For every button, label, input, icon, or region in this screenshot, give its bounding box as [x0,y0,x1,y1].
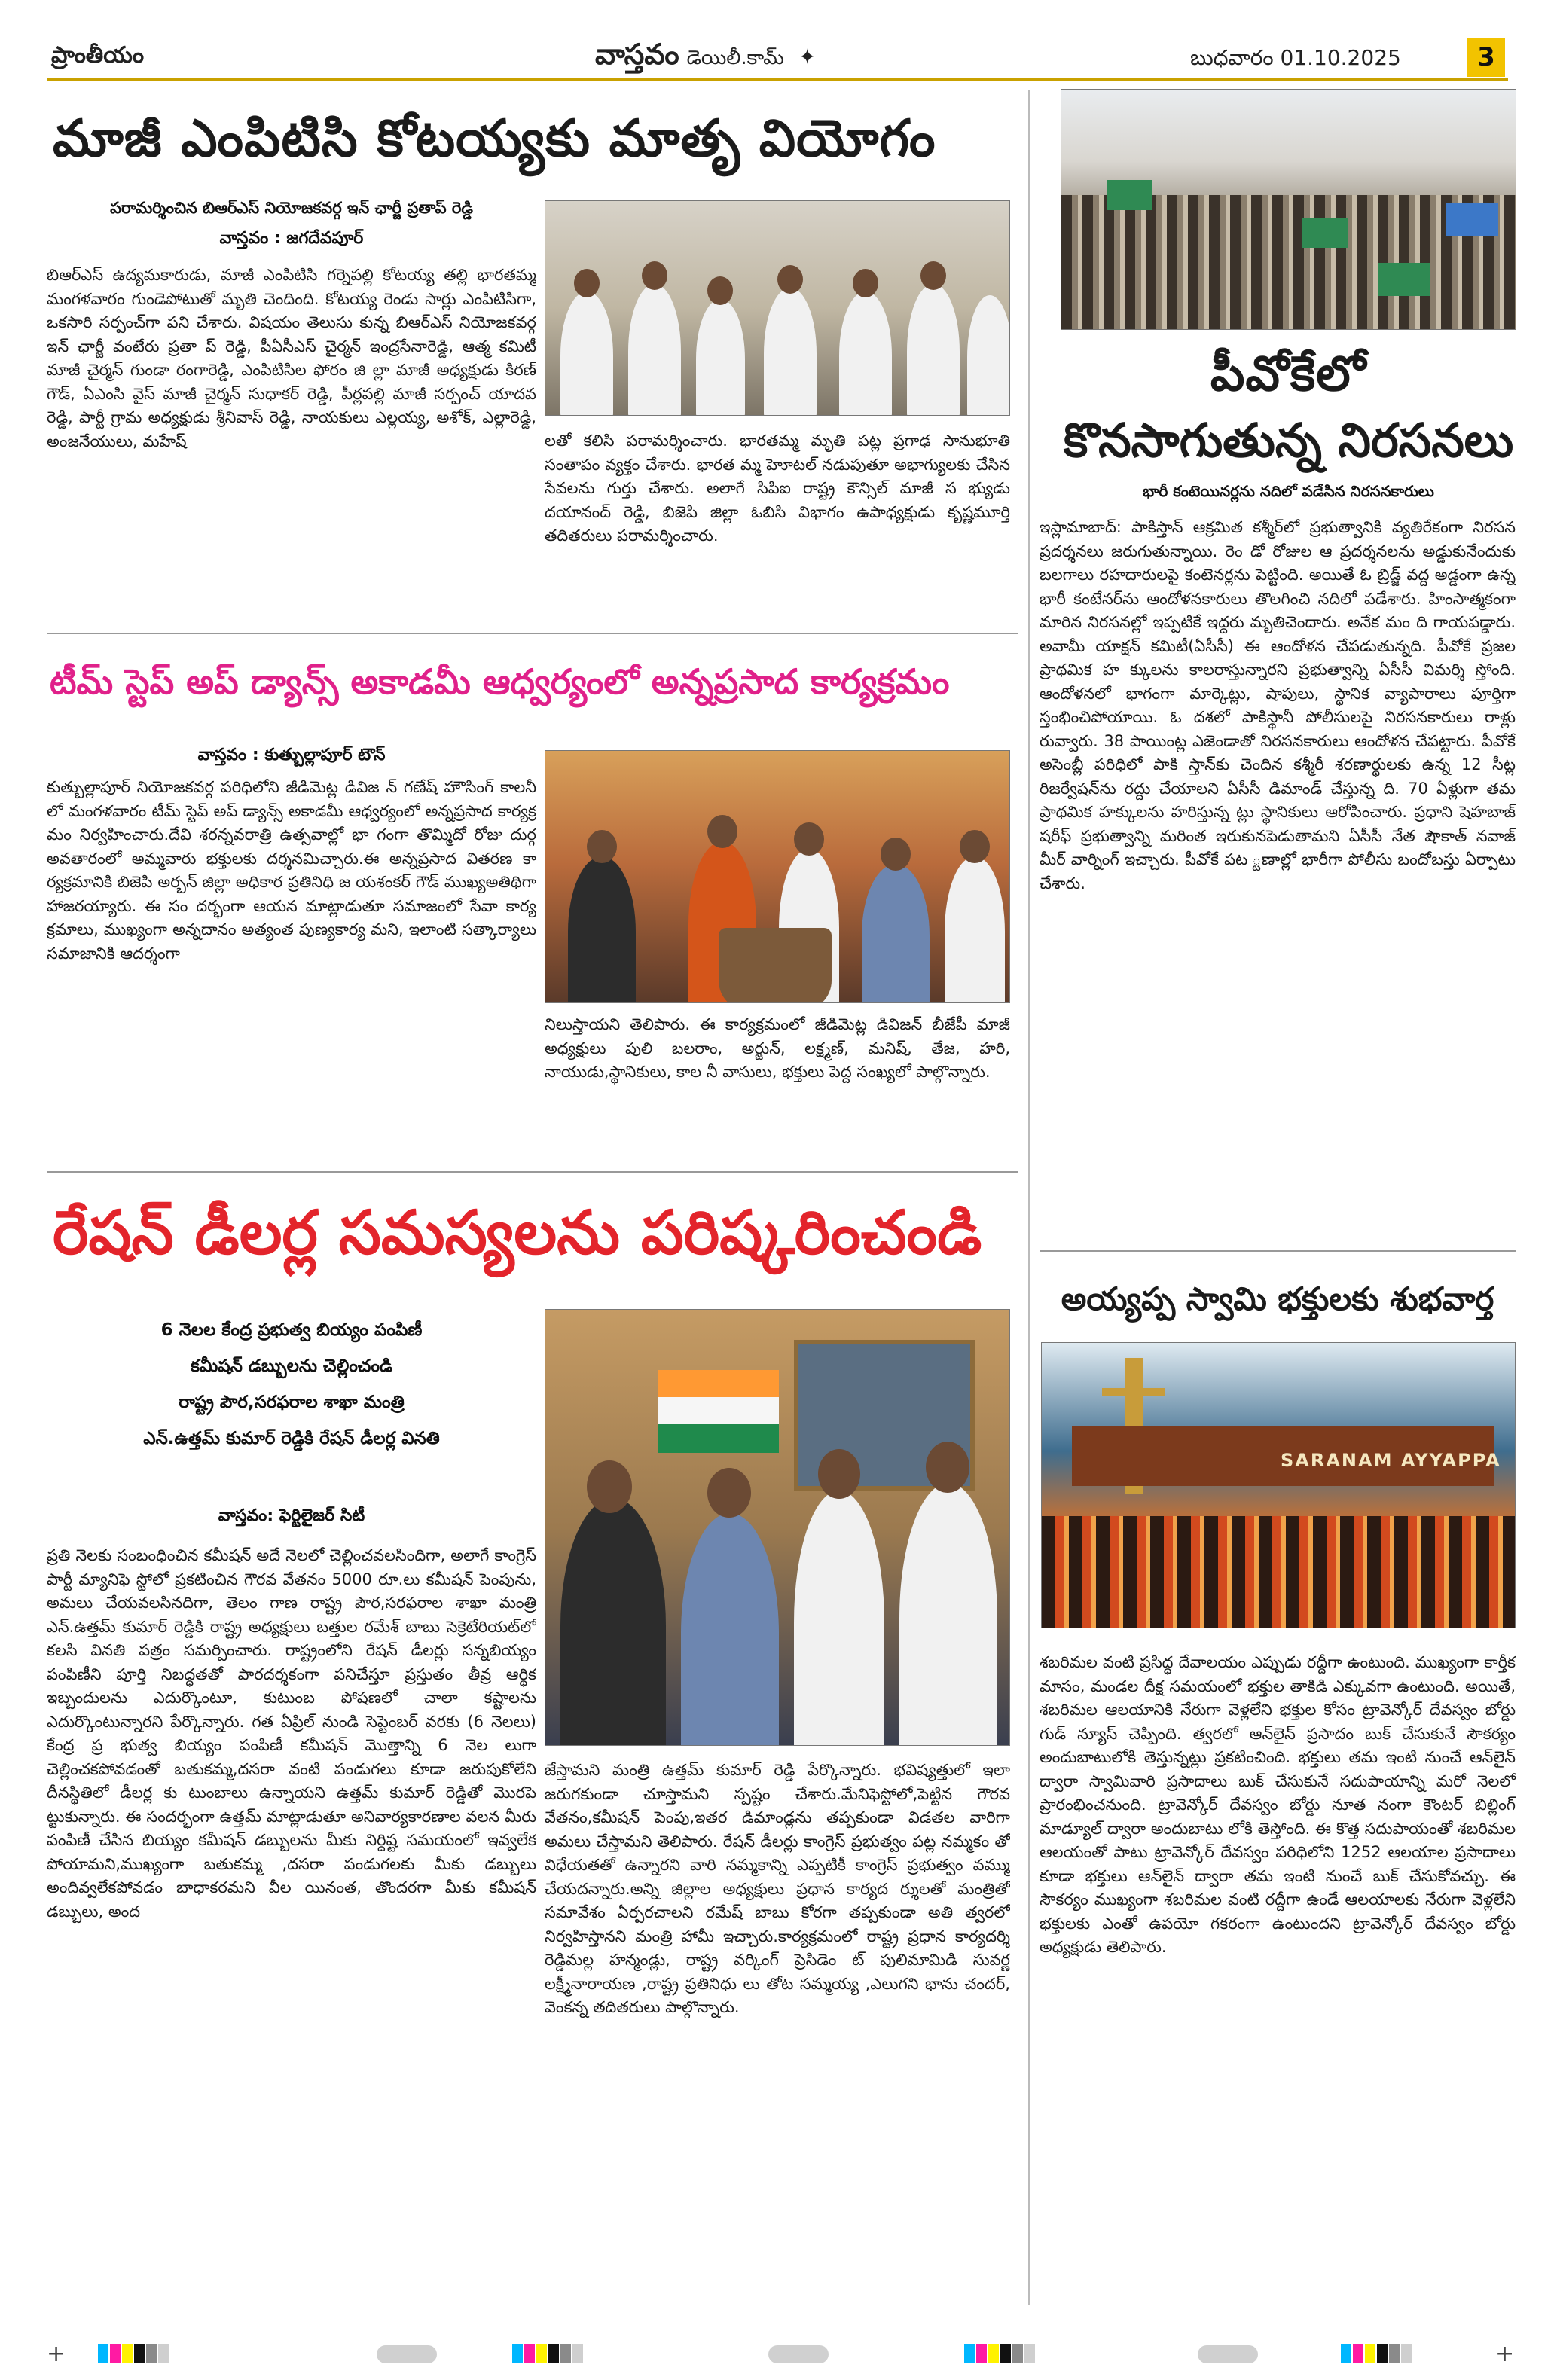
story3-photo [545,1309,1010,1746]
story1-col2: లతో కలిసి పరామర్శించారు. భారతమ్మ మృతి పట్ల ప్రగాఢ సానుభూతి సంతాపం వ్యక్తం చేశారు. భారత మ్మ హెూటల్ నడుపుతూ అభాగ్యులకు చేసిన సేవలను గుర్తు చేశారు. అలాగే సిపిఐ రాష్ట్ర కౌన్సిల్ మాజీ స భ్యుడు దయానంద్ రెడ్డి, బిజెపి జిల్లా ఓబిసి విభాగం ఉపాధ్యక్షుడు కృష్ణమూర్తి తదితరులు పరామర్శించారు. [545,432,1010,545]
brand-suffix: డెయిలీ.కామ్ [686,47,784,69]
color-bar-1 [98,2344,170,2366]
story3-subheads [47,1312,536,1457]
story4-body: ఇస్లామాబాద్: పాకిస్తాన్ ఆక్రమిత కశ్మీర్‌లో ప్రభుత్వానికి వ్యతిరేకంగా నిరసన ప్రదర్శనలు జరుగుతున్నాయి. రెం డో రోజుల ఆ ప్రదర్శనలను అడ్డుకునేందుకు బలగాలు రహదారులపై కంటెనర్లను పెట్టింది. అయితే ఓ బ్రిడ్జ్ వద్ద అడ్డంగా ఉన్న భారీ కంటేనర్‌ను ఆందోళనకారులు తొలగించి నదిలో పడేశారు. హింసాత్మకంగా మారిన నిరసనల్లో ఇప్పటికే ఇద్దరు మృతిచెందారు. అనేక మం ది గాయపడ్డారు. అవామీ యాక్షన్ కమిటీ(ఏసీసీ) ఈ ఆందోళన చేపడుతున్నది. పీవోకే ప్రజల ప్రాథమిక హ క్కులను కాలరాస్తున్నారని ప్రభుత్వాన్ని ఏసీసీ విమర్శి స్తోంది. ఆందోళనలో భాగంగా మార్కెట్లు, షాపులు, స్థానిక వ్యాపారాలు పూర్తిగా స్తంభించిపోయాయి. ఓ దశలో పాకిస్థానీ పోలీసులపై నిరసనకారులు రాళ్లు రువ్వారు. 38 పాయింట్ల ఎజెండాతో నిరసనకారులు ఆందోళన చేపట్టారు. పీవోకే అసెంబ్లీ పరిధిలో పాకి స్తాన్‌కు చెందిన కశ్మీరీ శరణార్థులకు ఉన్న 12 సీట్ల రిజర్వేషన్‌ను రద్దు చేయాలని ఏసీసీ డిమాండ్ చేస్తున్న ది. 70 ఏళ్లుగా తమ ప్రాథమిక హక్కులను హరిస్తున్న ట్లు స్థానికులు ఆరోపించారు. ప్రధాని షెహబాజ్ షరీఫ్ ప్రభుత్వాన్ని మరింత ఇరుకునపెడుతామని ఏసీసీ నేత షౌకాత్ నవాజ్ మీర్ వార్నింగ్ ఇచ్చారు. పీవోకే పట ్టణాల్లో భారీగా పోలీసు బందోబస్తు ఏర్పాటు చేశారు. [1040,518,1516,892]
column-divider [1028,90,1030,2305]
story3-subhead-1: 6 నెలల కేంద్ర ప్రభుత్వ బియ్యం పంపిణీ [160,1320,423,1340]
story2-dateline: వాస్తవం : కుత్బుల్లాపూర్ టౌన్ [197,746,386,764]
story1-col1: బిఆర్ఎస్ ఉద్యమకారుడు, మాజీ ఎంపిటిసి గర్నెపల్లి కోటయ్య తల్లి భారతమ్మ మంగళవారం గుండెపోటుతో మృతి చెందింది. కోటయ్య రెండు సార్లు ఎంపిటిసిగా, ఒకసారి సర్పంచ్‌గా పని చేశారు. విషయం తెలుసు కున్న బిఆర్ఎస్ నియోజకవర్గ ఇన్ ఛార్జీ వంటేరు ప్రతా ప్ రెడ్డి, పీఏసీఎస్ చైర్మన్ ఇంద్రసేనారెడ్డి, ఆత్మ కమిటీ మాజీ చైర్మన్ గుండా రంగారెడ్డి, ఎంపిటిసిల ఫోరం జి ల్లా మాజీ అధ్యక్షుడు కిరణ్ గౌడ్, ఏఎంసి వైస్ మాజీ చైర్మన్ సుధాకర్ రెడ్డి, పీర్లపల్లి మాజీ సర్పంచ్ యాదవ రెడ్డి, పార్టీ గ్రామ అధ్యక్షుడు శ్రీనివాస్ రెడ్డి, నాయకులు ఎల్లయ్య, అశోక్, ఎల్లారెడ్డి, అంజనేయులు, మహేష్ [47,266,536,450]
story4-photo [1061,89,1516,330]
story3-col1: ప్రతి నెలకు సంబంధించిన కమీషన్ అదే నెలలో చెల్లించవలసిందిగా, అలాగే కాంగ్రెస్ పార్టీ మ్యానిఫె స్టోలో ప్రకటించిన గౌరవ వేతనం 5000 రూ.లు కమీషన్ పెంపును, అమలు చేయవలసినదిగా, తెలం గాణ రాష్ట్ర పౌర,సరఫరాల శాఖా మంత్రి ఎన్.ఉత్తమ్ కుమార్ రెడ్డికి రాష్ట్ర అధ్యక్షులు బత్తుల రమేశ్ బాబు సెక్రెటేరియట్‌లో కలసి వినతి పత్రం సమర్పించారు. రాష్ట్రంలోని రేషన్ డీలర్లు సన్నబియ్యం పంపిణీని పూర్తి నిబద్ధతతో పారదర్శకంగా పనిచేస్తూ ప్రస్తుతం తీవ్ర ఆర్థిక ఇబ్బందులను ఎదుర్కొంటూ, కుటుంబ పోషణలో చాలా కష్టాలను ఎదుర్కొంటున్నారని పేర్కొన్నారు. గత ఏప్రిల్ నుండి సెప్టెంబర్ వరకు (6 నెలలు) కేంద్ర ప్ర భుత్వ బియ్యం పంపిణీ కమీషన్ మొత్తాన్ని 6 నెల లుగా చెల్లించకపోవడంతో బతుకమ్మ,దసరా వంటి పండుగలు కూడా జరుపుకోలేని దీనస్థితిలో డీలర్ల కు టుంబాలు ఉన్నాయని ఉత్తమ్ కుమార్ రెడ్డితో మొరపె ట్టుకున్నారు. ఈ సందర్భంగా ఉత్తమ్ మాట్లాడుతూ అనివార్యకారణాల వలన మీరు పంపిణీ చేసిన బియ్యం కమీషన్ డబ్బులను మీకు నిర్దిష్ట సమయంలో ఇవ్వలేక పోయామని,ముఖ్యంగా బతుకమ్మ ,దసరా పండుగలకు మీకు డబ్బులు అందివ్వలేకపోవడం బాధాకరమని వీల యినంత, తొందరగా మీకు కమీషన్ డబ్బులు, అంద [47,1546,536,1921]
story4-subhead: భారీ కంటెయినర్లను నదిలో పడేసిన నిరసనకారులు [1143,482,1434,500]
story2-col1: కుత్బుల్లాపూర్ నియోజకవర్గ పరిధిలోని జీడిమెట్ల డివిజ న్ గణేష్ హౌసింగ్ కాలనీ లో మంగళవారం టీమ్ స్టెప్ అప్ డ్యాన్స్ అకాడమీ ఆధ్వర్యంలో అన్నప్రసాద కార్యక్ర మం నిర్వహించారు.దేవి శరన్నవరాత్రి ఉత్సవాల్లో భా గంగా తొమ్మిదో రోజు దుర్గ అవతారంలో అమ్మవారు భక్తులకు దర్శనమిచ్చారు.ఈ అన్నప్రసాద వితరణ కా ర్యక్రమానికి బిజెపి అర్బన్ జిల్లా అధికార ప్రతినిధి జ యశంకర్ గౌడ్ ముఖ్యఅతిథిగా హాజరయ్యారు. ఈ సం దర్భంగా ఆయన మాట్లాడుతూ సమాజంలో సేవా కార్య క్రమాలు, ముఖ్యంగా అన్నదానం అత్యంత పుణ్యకార్య మని, ఇలాంటి సత్కార్యాలు సమాజానికి ఆదర్శంగా [47,778,536,963]
story2-headline: టీమ్ స్టెప్ అప్ డ్యాన్స్ అకాడమీ ఆధ్వర్యంలో అన్నప్రసాద కార్యక్రమం [50,661,950,702]
masthead-rule [47,78,1508,81]
story3-subhead-2: కమీషన్ డబ్బులను చెల్లించండి [190,1356,393,1376]
story5-photo [1041,1342,1516,1628]
reg-oval-1 [377,2345,437,2363]
story1-headline: మాజీ ఎంపిటిసి కోటయ్యకు మాతృ వియోగం [53,109,936,169]
reg-oval-2 [768,2345,829,2363]
story5-body: శబరిమల వంటి ప్రసిద్ధ దేవాలయం ఎప్పుడు రద్దీగా ఉంటుంది. ముఖ్యంగా కార్తీక మాసం, మండల దీక్ష సమయంలో భక్తుల తాకిడి ఎక్కువగా ఉంటుంది. అయితే, శబరిమల ఆలయానికి నేరుగా వెళ్లలేని భక్తుల కోసం ట్రావెన్కోర్ దేవస్వం బోర్డు గుడ్ న్యూస్ చెప్పింది. త్వరలో ఆన్‌లైన్ ప్రసాదం బుక్ చేసుకునే సౌకర్యం అందుబాటులోకి తెస్తున్నట్లు ప్రకటించింది. భక్తులు తమ ఇంటి నుంచే ఆన్‌లైన్ ద్వారా స్వామివారి ప్రసాదాలు బుక్ చేసుకునే సదుపాయాన్ని మరో నెలలో ప్రారంభించనుంది. ట్రావెన్కోర్ దేవస్వం బోర్డు నూత నంగా కౌంటర్ బిల్లింగ్ మాడ్యూల్ ద్వారా అందుబాటు లోకి తెస్తోంది. ఈ కొత్త సదుపాయంతో శబరిమల ఆలయంతో పాటు ట్రావెన్కోర్ దేవస్వం పరిధిలోని 1252 ఆలయాల ప్రసాదాలు కూడా భక్తులు ఆన్‌లైన్ ద్వారా తమ ఇంటి నుంచే బుక్ చేసుకోవచ్చు. ఈ సౌకర్యం ముఖ్యంగా శబరిమల వంటి రద్దీగా ఉండే ఆలయాలకు నేరుగా వెళ్లలేని భక్తులకు ఎంతో ఉపయో గకరంగా ఉంటుందని ట్రావెన్కోర్ దేవస్వం బోర్డు అధ్యక్షుడు తెలిపారు. [1040,1653,1516,1956]
page-number: 3 [1467,38,1505,77]
story1-photo [545,200,1010,416]
bird-icon: ✦ [798,44,817,69]
color-bar-3 [964,2344,1036,2366]
story3-headline: రేషన్ డీలర్ల సమస్యలను పరిష్కరించండి [53,1198,982,1268]
brand-name: వాస్తవం [595,38,679,71]
story2-photo [545,750,1010,1003]
masthead [0,0,1557,83]
issue-date: బుధవారం 01.10.2025 [1190,45,1401,70]
story2-col2: నిలుస్తాయని తెలిపారు. ఈ కార్యక్రమంలో జీడిమెట్ల డివిజన్ బీజేపీ మాజీ అధ్యక్షులు పులి బలరాం, అర్జున్, లక్ష్మణ్, మనిష్, తేజ, హరి, నాయుడు,స్థానికులు, కాల నీ వాసులు, భక్తులు పెద్ద సంఖ్యలో పాల్గొన్నారు. [545,1015,1010,1081]
reg-plus-left: + [47,2341,66,2367]
story4-headline-line1: పీవోకేలో [1210,346,1367,402]
brand-logo [595,38,816,78]
story3-dateline: వాస్తవం: ఫెర్టిలైజర్ సిటీ [218,1506,365,1525]
story5-headline: అయ్యప్ప స్వామి భక్తులకు శుభవార్త [1061,1280,1494,1317]
story1-subhead: పరామర్శించిన బిఆర్ఎస్ నియోజకవర్గ ఇన్ ఛార్జీ ప్రతాప్ రెడ్డి [110,199,473,217]
section-label: ప్రాంతీయం [51,42,145,69]
reg-oval-3 [1198,2345,1258,2363]
story3-col2: జేస్తామని మంత్రి ఉత్తమ్ కుమార్ రెడ్డి పేర్కొన్నారు. భవిష్యత్తులో ఇలా జరుగకుండా చూస్తామని స్పష్టం చేశారు.మేనిఫెస్టోలో,పెట్టిన గౌరవ వేతనం,కమీషన్ పెంపు,ఇతర డిమాండ్లను తప్పకుండా విడతల వారిగా అమలు చేస్తామని తెలిపారు. రేషన్ డీలర్లు కాంగ్రెస్ ప్రభుత్వం పట్ల నమ్మకం తో విధేయతతో ఉన్నారని వారి నమ్మకాన్ని ఎప్పటికీ కాంగ్రెస్ ప్రభుత్వం వమ్ము చేయదన్నారు.అన్ని జిల్లాల అధ్యక్షులు ప్రధాన కార్యద ర్శులతో మంత్రితో సమావేశం ఏర్పరచాలని రమేష్ బాబు కోరగా తప్పకుండా అతి త్వరలో నిర్వహిస్తానని మంత్రి హామీ ఇచ్చారు.కార్యక్రమంలో రాష్ట్ర ప్రధాన కార్యదర్శి రెడ్డిమల్ల హన్మండ్లు, రాష్ట్ర వర్కింగ్ ప్రెసిడెం ట్ పులిమామిడి సువర్ణ లక్ష్మీనారాయణ ,రాష్ట్ర ప్రతినిధు లు తోట సమ్మయ్య ,ఎలుగని భాను చందర్, వెంకన్న తదితరులు పాల్గొన్నారు. [545,1761,1010,2016]
story4-headline-line2: కొనసాగుతున్న నిరసనలు [1063,413,1514,468]
color-bar-2 [512,2344,585,2366]
story1-dateline: వాస్తవం : జగదేవపూర్ [219,229,364,248]
story4-divider [1040,1250,1516,1252]
color-bar-4 [1341,2344,1413,2366]
reg-plus-right: + [1495,2341,1515,2367]
story5-sign: SARANAM AYYAPPA [1281,1450,1501,1471]
story3-subhead-3: రాష్ట్ర పౌర,సరఫరాల శాఖా మంత్రి [179,1393,405,1412]
story2-divider [47,1171,1018,1173]
story1-divider [47,633,1018,634]
story3-subhead-4: ఎన్.ఉత్తమ్ కుమార్ రెడ్డికి రేషన్ డీలర్ల వినతి [143,1429,440,1448]
